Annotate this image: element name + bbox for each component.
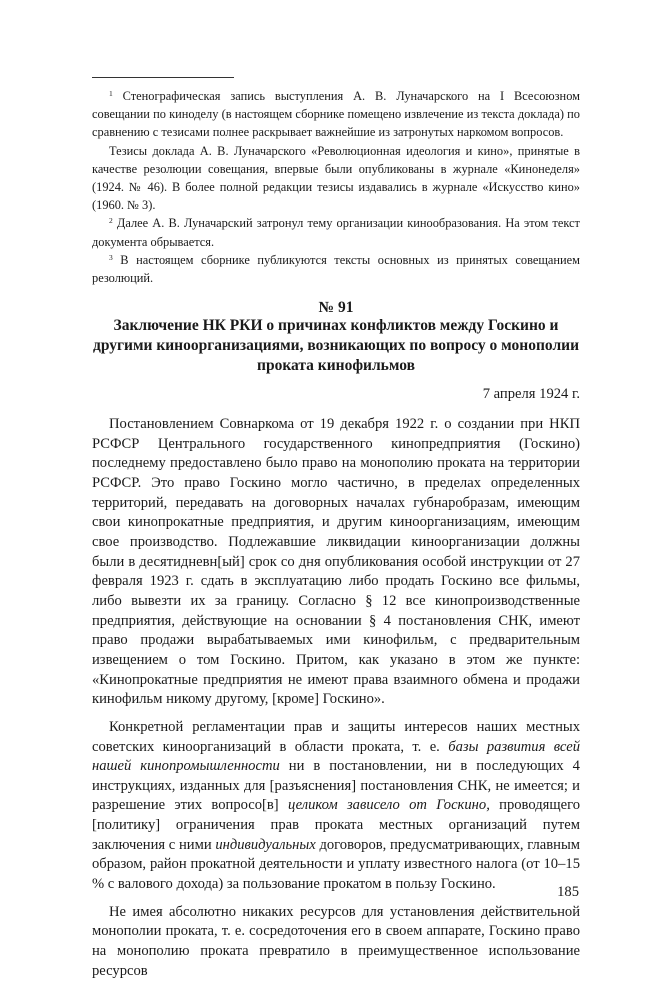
footnote-2 [92, 214, 580, 250]
paragraph-1: Постановлением Совнаркома от 19 декабря 1922 г. о создании при НКП РСФСР Центрального государственного кинопредприятия (Госкино) последнему предоставлено было право на монополию проката на территории РСФСР. Это право Госкино могло частично, в пределах определенных территорий, передавать на договорных началах губнаробразам, имеющим свои кинопрокатные предприятия, и другим киноорганизациям, имеющим свое производство. Подлежавшие ликвидации киноорганизации должны были в десятидневн[ый] срок со дня опубликования особой инструкции от 27 февраля 1923 г. сдать в эксплуатацию либо продать Госкино все фильмы, либо вывезти их за границу. Согласно § 12 все кинопроизводственные предприятия, действующие на основании § 4 постановления СНК, имеют право продажи вырабатываемых ими кинофильм, с предварительным извещением о том Госкино. Притом, как указано в этом же пункте: «Кинопрокатные предприятия не имеют права взаимного обмена и продажи кинофильм никому другому, [кроме] Госкино». [92, 416, 580, 708]
footnote-marker: 3 [109, 252, 113, 262]
page-number: 185 [557, 884, 579, 900]
footnote-text: В настоящем сборнике публикуются тексты основных из принятых совещанием резолюций. [92, 252, 580, 286]
document-date: 7 апреля 1924 г. [482, 386, 580, 402]
footnote-divider [92, 77, 234, 78]
paragraph-2 [92, 718, 580, 895]
document-number: № 91 [318, 299, 354, 316]
footnote-marker: 1 [109, 89, 113, 98]
footnote-1-continuation: Тезисы доклада А. В. Луначарского «Революционная идеология и кино», принятые в качестве резолюции совещания, впервые были опубликованы в журнале «Кинонеделя» (1924. № 46). В более полной редакции тезисы издавались в журнале «Искусство кино» (1960. № 3). [92, 143, 580, 213]
document-body [92, 415, 580, 981]
emphasis-text: целиком зависело от Госкино, [287, 797, 490, 814]
footnote-text: Стенографическая запись выступления А. В. Луначарского на I Всесоюзном совещании по киноделу (в настоящем сборнике помещено извлечение из текста доклада) по сравнению с тезисами полнее раскрывает важнейшие из затронутых наркомом вопросов. [92, 89, 580, 140]
footnote-marker: 2 [109, 216, 113, 226]
document-title: Заключение НК РКИ о причинах конфликтов между Госкино и другими киноорганизациями, возникающих по вопросу о монополии проката кинофильмов [92, 317, 580, 374]
footnote-1 [92, 87, 580, 142]
emphasis-text: индивидуальных [215, 836, 316, 853]
footnotes-block [92, 87, 580, 287]
paragraph-3: Не имея абсолютно никаких ресурсов для установления действительной монополии проката, т. е. сосредоточения его в своем аппарате, Госкино право на монополию проката превратило в преимущественное использование ресурсов [92, 903, 580, 979]
footnote-text: Далее А. В. Луначарский затронул тему организации кинообразования. На этом текст документа обрывается. [92, 216, 580, 249]
paragraph-text: проводящего [политику] ограничения прав проката местных организаций путем заключения с ними [92, 797, 580, 853]
paragraph-text: Конкретной регламентации прав и защиты интересов наших местных советских киноорганизаций в области проката, т. е. [92, 718, 580, 755]
paragraph-text: ни в постановлении, ни в последующих 4 инструкциях, изданных для [разъяснения] постановления СНК, не имеется; и разрешение этих вопросо[в] [92, 758, 580, 814]
paragraph-text: договоров, предусматривающих, главным образом, район прокатной деятельности и уплату известного налога (от 10–15 % с валового дохода) за пользование прокатом в пользу Госкино. [92, 836, 580, 893]
footnote-3 [92, 251, 580, 287]
emphasis-text: базы развития всей нашей кинопромышленности [92, 738, 580, 775]
